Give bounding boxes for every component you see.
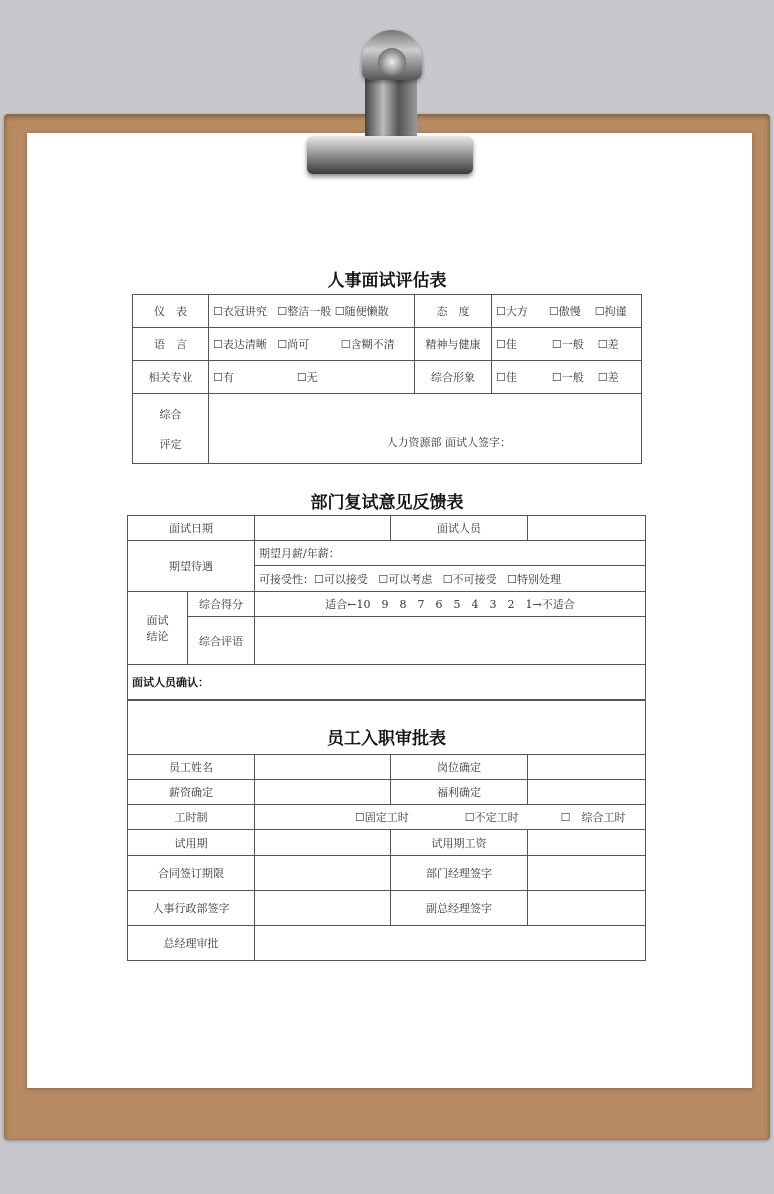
label-overall-score: 综合得分 [188, 592, 255, 617]
checkbox-neat[interactable]: ☐整洁一般 [277, 305, 332, 318]
label-overall-a: 综合 [159, 407, 182, 421]
checkbox-arrogant[interactable]: ☐傲慢 [548, 305, 581, 318]
label-probation-salary: 试用期工资 [391, 830, 528, 856]
checkbox-casual[interactable]: ☐随便懒散 [334, 305, 389, 318]
label-employee-name: 员工姓名 [128, 755, 255, 780]
label-overall-comment: 综合评语 [188, 617, 255, 665]
checkbox-acceptable[interactable]: ☐尚可 [277, 338, 310, 351]
dept-manager-sign-field[interactable] [528, 856, 646, 891]
checkbox-reserved[interactable]: ☐拘谨 [594, 305, 627, 318]
label-interviewer: 面试人员 [391, 516, 528, 541]
checkbox-flexible-hours[interactable]: ☐不定工时 [464, 811, 519, 824]
checkbox-comprehensive-hours[interactable]: ☐ 综合工时 [560, 811, 626, 824]
probation-field[interactable] [255, 830, 391, 856]
position-field[interactable] [528, 755, 646, 780]
checkbox-fixed-hours[interactable]: ☐固定工时 [354, 811, 409, 824]
checkbox-not-accept[interactable]: ☐不可接受 [442, 572, 497, 586]
vp-sign-field[interactable] [528, 891, 646, 926]
form3-title: 员工入职审批表 [128, 701, 646, 755]
probation-salary-field[interactable] [528, 830, 646, 856]
clip-hole [378, 48, 406, 76]
label-gm-approval: 总经理审批 [128, 926, 255, 961]
label-appearance: 仪 表 [133, 295, 209, 328]
label-overall-b: 评定 [159, 437, 182, 451]
label-acceptability: 可接受性： [259, 572, 314, 586]
checkbox-vague[interactable]: ☐含糊不清 [340, 338, 395, 351]
checkbox-health-good[interactable]: ☐佳 [496, 338, 517, 351]
form1-title: 人事面试评估表 [327, 271, 447, 291]
label-salary: 薪资确定 [128, 780, 255, 805]
checkbox-has-major[interactable]: ☐有 [213, 371, 234, 384]
checkbox-image-average[interactable]: ☐一般 [551, 371, 584, 384]
employee-name-field[interactable] [255, 755, 391, 780]
checkbox-special[interactable]: ☐特别处理 [507, 572, 561, 586]
welfare-field[interactable] [528, 780, 646, 805]
gm-approval-field[interactable] [255, 926, 646, 961]
expected-salary-field[interactable]: 期望月薪/年薪： [255, 541, 646, 566]
label-conclusion-b: 结论 [146, 630, 169, 643]
checkbox-image-good[interactable]: ☐佳 [496, 371, 517, 384]
label-conclusion [128, 592, 188, 665]
hr-sign-field[interactable] [255, 891, 391, 926]
checkbox-health-average[interactable]: ☐一般 [551, 338, 584, 351]
overall-comment-field[interactable] [255, 617, 646, 665]
label-language: 语 言 [133, 328, 209, 361]
salary-field[interactable] [255, 780, 391, 805]
hr-signature-label: 人力资源部 面试人签字： [386, 436, 511, 449]
label-conclusion-a: 面试 [146, 614, 169, 627]
checkbox-dressed-well[interactable]: ☐衣冠讲究 [213, 305, 267, 318]
label-interview-date: 面试日期 [128, 516, 255, 541]
label-probation: 试用期 [128, 830, 255, 856]
label-hr-sign: 人事行政部签字 [128, 891, 255, 926]
checkbox-can-consider[interactable]: ☐可以考虑 [378, 572, 433, 586]
contract-term-field[interactable] [255, 856, 391, 891]
label-worktime: 工时制 [128, 805, 255, 830]
clip-spring [365, 78, 417, 138]
checkbox-can-accept[interactable]: ☐可以接受 [314, 572, 368, 586]
label-related-major: 相关专业 [133, 361, 209, 394]
checkbox-image-poor[interactable]: ☐差 [597, 371, 619, 384]
label-health: 精神与健康 [415, 328, 492, 361]
label-position: 岗位确定 [391, 755, 528, 780]
onboarding-approval-table [127, 700, 646, 961]
label-welfare: 福利确定 [391, 780, 528, 805]
checkbox-clear-expression[interactable]: ☐表达清晰 [213, 338, 267, 351]
form2-title: 部门复试意见反馈表 [310, 493, 464, 513]
label-expected-pay: 期望待遇 [128, 541, 255, 592]
interview-date-field[interactable] [255, 516, 391, 541]
score-scale[interactable]: 适合←10 9 8 7 6 5 4 3 2 1→不适合 [255, 592, 646, 617]
interview-eval-table [132, 294, 642, 464]
clip-icon [307, 136, 473, 174]
label-attitude: 态 度 [415, 295, 492, 328]
dept-feedback-table [127, 515, 646, 700]
label-contract-term: 合同签订期限 [128, 856, 255, 891]
label-overall-image: 综合形象 [415, 361, 492, 394]
checkbox-no-major[interactable]: ☐无 [296, 371, 318, 384]
interviewer-field[interactable] [528, 516, 646, 541]
overall-evaluation-field[interactable] [209, 394, 642, 464]
label-interviewer-confirm: 面试人员确认： [128, 665, 646, 700]
label-dept-manager-sign: 部门经理签字 [391, 856, 528, 891]
label-vp-sign: 副总经理签字 [391, 891, 528, 926]
checkbox-health-poor[interactable]: ☐差 [597, 338, 619, 351]
checkbox-generous[interactable]: ☐大方 [496, 305, 528, 318]
label-overall-evaluation [133, 394, 209, 464]
